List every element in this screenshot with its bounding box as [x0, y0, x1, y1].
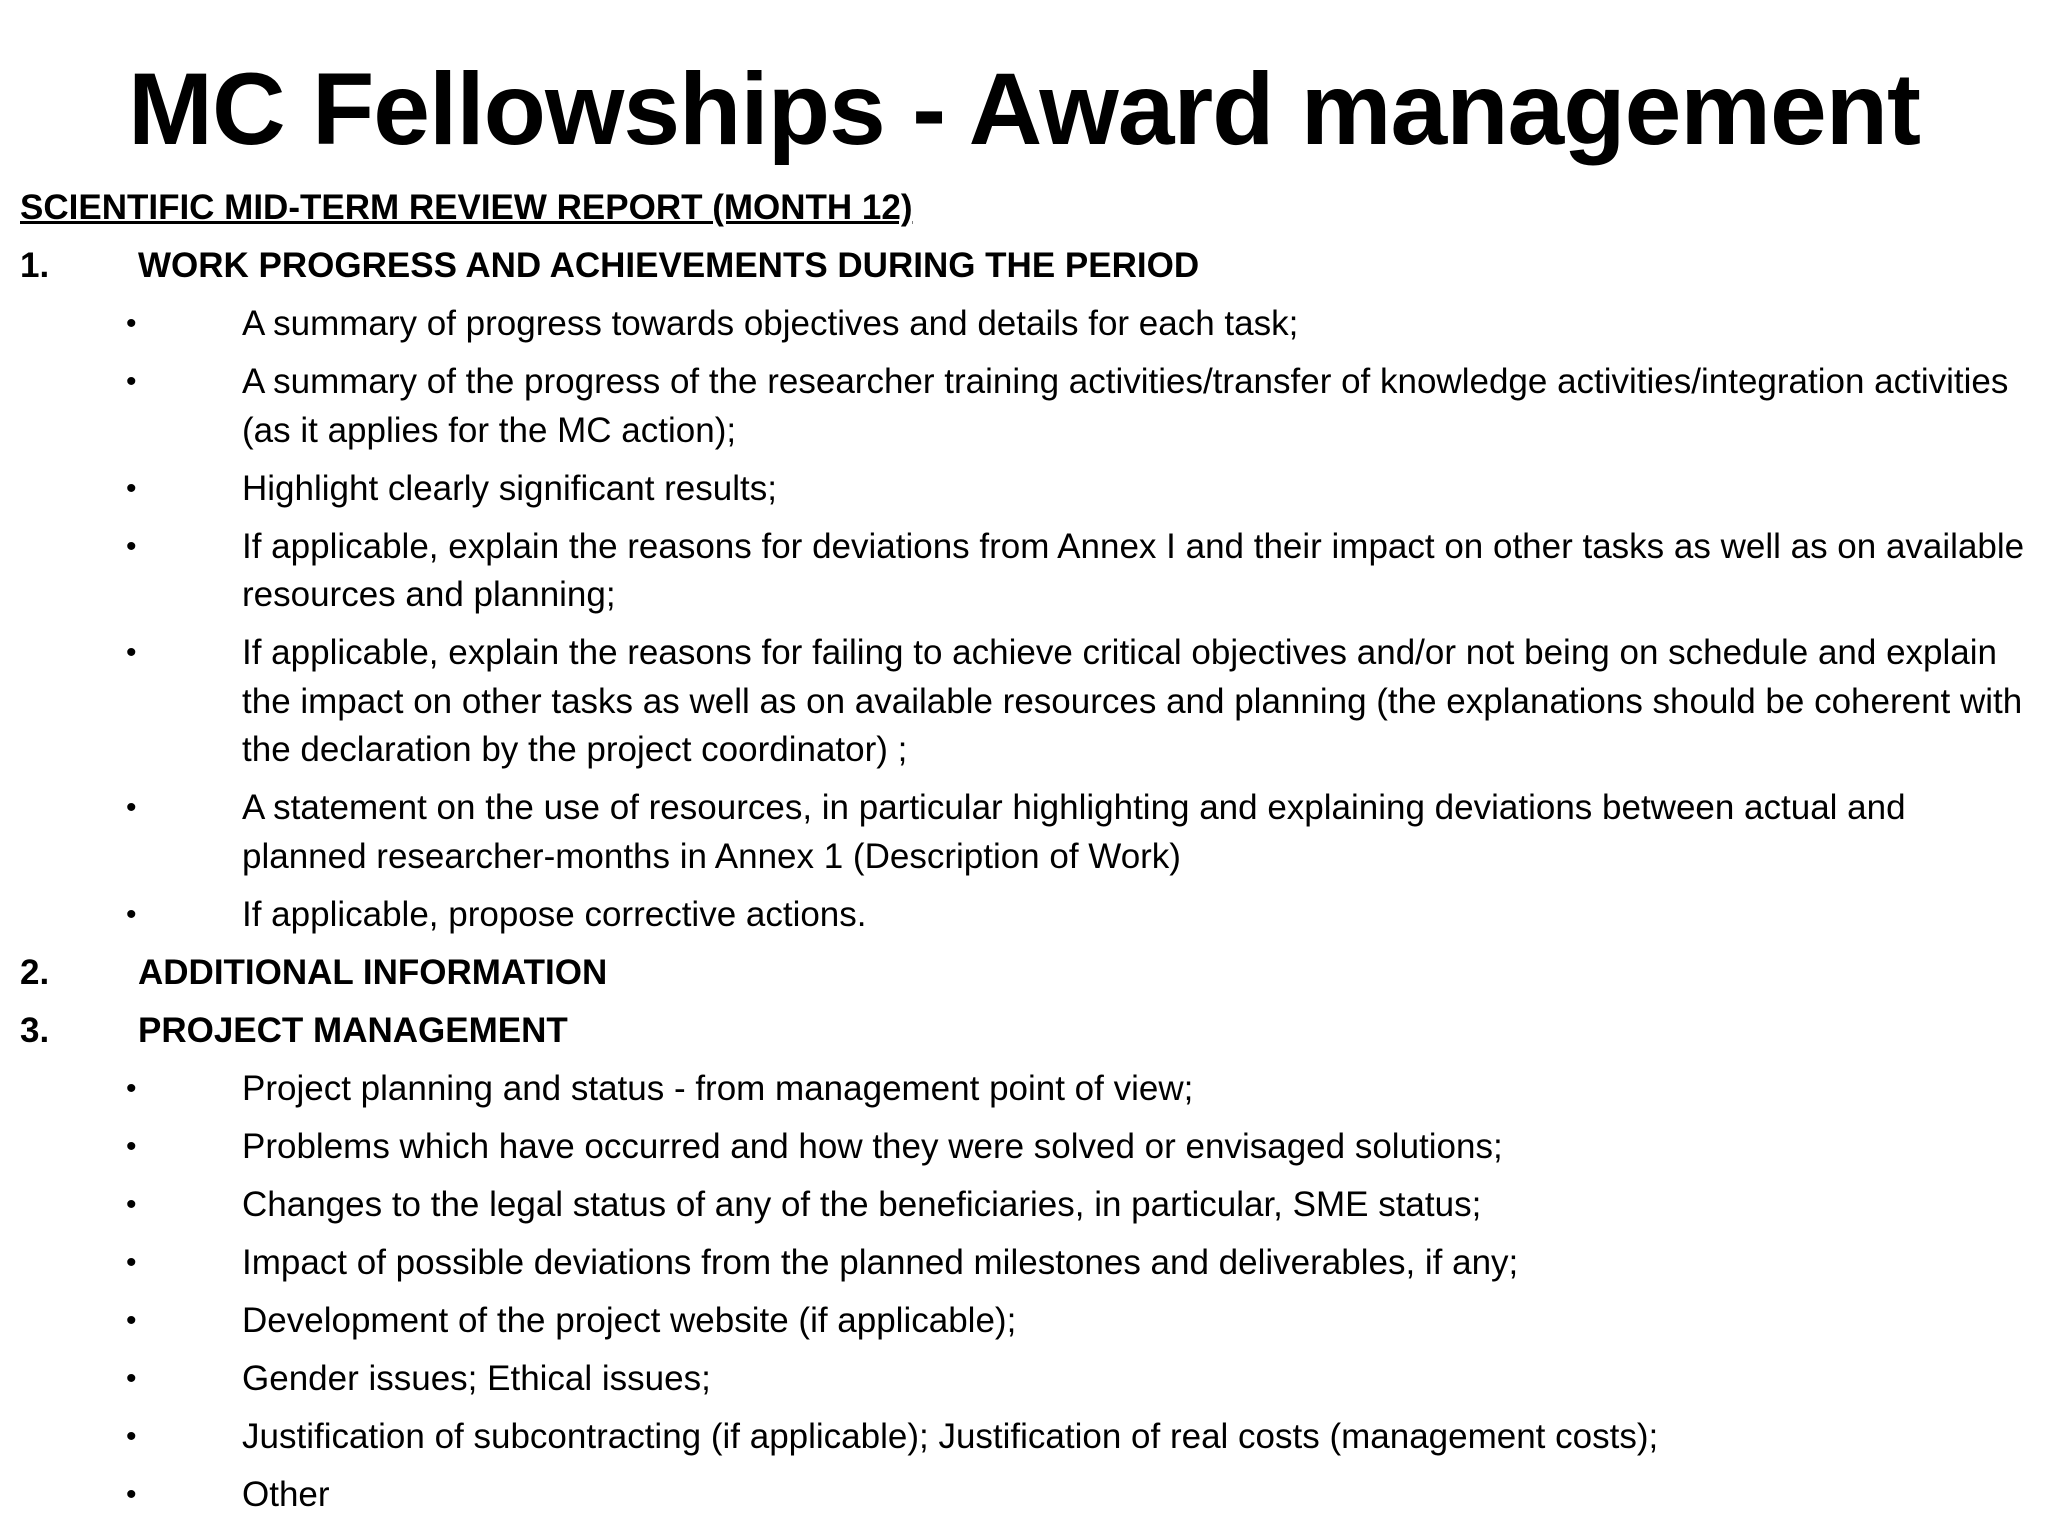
bullet-icon: •: [126, 1245, 137, 1279]
section-heading-text: PROJECT MANAGEMENT: [138, 1010, 568, 1050]
list-item: [20, 1123, 2030, 1172]
list-item: [20, 1239, 2030, 1288]
list-item-text: A statement on the use of resources, in particular highlighting and explaining deviations between actual and planned researcher-months in Annex 1 (Description of Work): [242, 788, 1906, 876]
list-item: [20, 1355, 2030, 1404]
section-number: 2.: [20, 952, 50, 992]
bullet-icon: •: [126, 1477, 137, 1511]
bullet-icon: •: [126, 471, 137, 505]
list-item: [20, 1181, 2030, 1230]
list-item: [20, 465, 2030, 514]
bullet-icon: •: [126, 897, 137, 931]
section-heading-text: WORK PROGRESS AND ACHIEVEMENTS DURING THE PERIOD: [138, 246, 1200, 285]
list-item-text: Justification of subcontracting (if applicable); Justification of real costs (management costs);: [242, 1416, 1659, 1456]
list-item: [20, 1297, 2030, 1346]
list-item: [20, 891, 2030, 940]
list-item: [20, 300, 2030, 349]
list-item-text: Project planning and status - from management point of view;: [242, 1068, 1194, 1108]
bullet-icon: •: [126, 365, 137, 398]
slide-content: [20, 184, 2030, 1529]
list-item-text: If applicable, propose corrective actions.: [242, 894, 867, 934]
list-item: [20, 1413, 2030, 1462]
list-item-text: A summary of the progress of the researcher training activities/transfer of knowledge activities/integration activities (as it applies for the MC action);: [242, 362, 2009, 450]
bullet-icon: •: [126, 636, 137, 669]
bullet-icon: •: [126, 791, 137, 824]
list-item-text: Development of the project website (if applicable);: [242, 1300, 1017, 1340]
list-item: [20, 784, 2030, 881]
bullet-icon: •: [126, 1129, 137, 1163]
bullet-icon: •: [126, 1361, 137, 1395]
bullet-icon: •: [126, 529, 137, 563]
slide-title: MC Fellowships - Award management: [128, 52, 1920, 166]
list-item-text: A summary of progress towards objectives and details for each task;: [242, 304, 1299, 343]
section-number: 3.: [20, 1010, 50, 1050]
list-item-text: If applicable, explain the reasons for failing to achieve critical objectives and/or not being on schedule and explain the impact on other tasks as well as on available resources and planning (the explanations should be coherent with the declaration by the project coordinator) ;: [242, 633, 2023, 769]
bullet-icon: •: [126, 1071, 137, 1105]
list-item: [20, 358, 2030, 455]
bullet-icon: •: [126, 1303, 137, 1337]
bullet-icon: •: [126, 1419, 137, 1453]
list-item-text: If applicable, explain the reasons for deviations from Annex I and their impact on other tasks as well as on available resources and planning;: [242, 526, 2025, 614]
list-item: [20, 1065, 2030, 1114]
section-heading-text: ADDITIONAL INFORMATION: [138, 952, 608, 992]
list-item: [20, 629, 2030, 775]
bullet-icon: •: [126, 1187, 137, 1221]
section-heading-work-progress: [20, 242, 2030, 300]
section-heading-project-management: [20, 1007, 2030, 1065]
list-item: [20, 523, 2030, 620]
list-item-text: Highlight clearly significant results;: [242, 468, 777, 508]
list-item-text: Gender issues; Ethical issues;: [242, 1358, 711, 1398]
bullet-icon: •: [126, 307, 137, 340]
list-item-text: Changes to the legal status of any of the beneficiaries, in particular, SME status;: [242, 1184, 1482, 1224]
list-item: [20, 1471, 2030, 1520]
list-item-text: Other: [242, 1474, 330, 1514]
section-heading-additional-information: [20, 949, 2030, 1007]
report-subtitle: SCIENTIFIC MID-TERM REVIEW REPORT (MONTH 12): [20, 188, 913, 227]
list-item-text: Impact of possible deviations from the planned milestones and deliverables, if any;: [242, 1242, 1519, 1282]
section-number: 1.: [20, 246, 50, 285]
list-item-text: Problems which have occurred and how they were solved or envisaged solutions;: [242, 1126, 1503, 1166]
